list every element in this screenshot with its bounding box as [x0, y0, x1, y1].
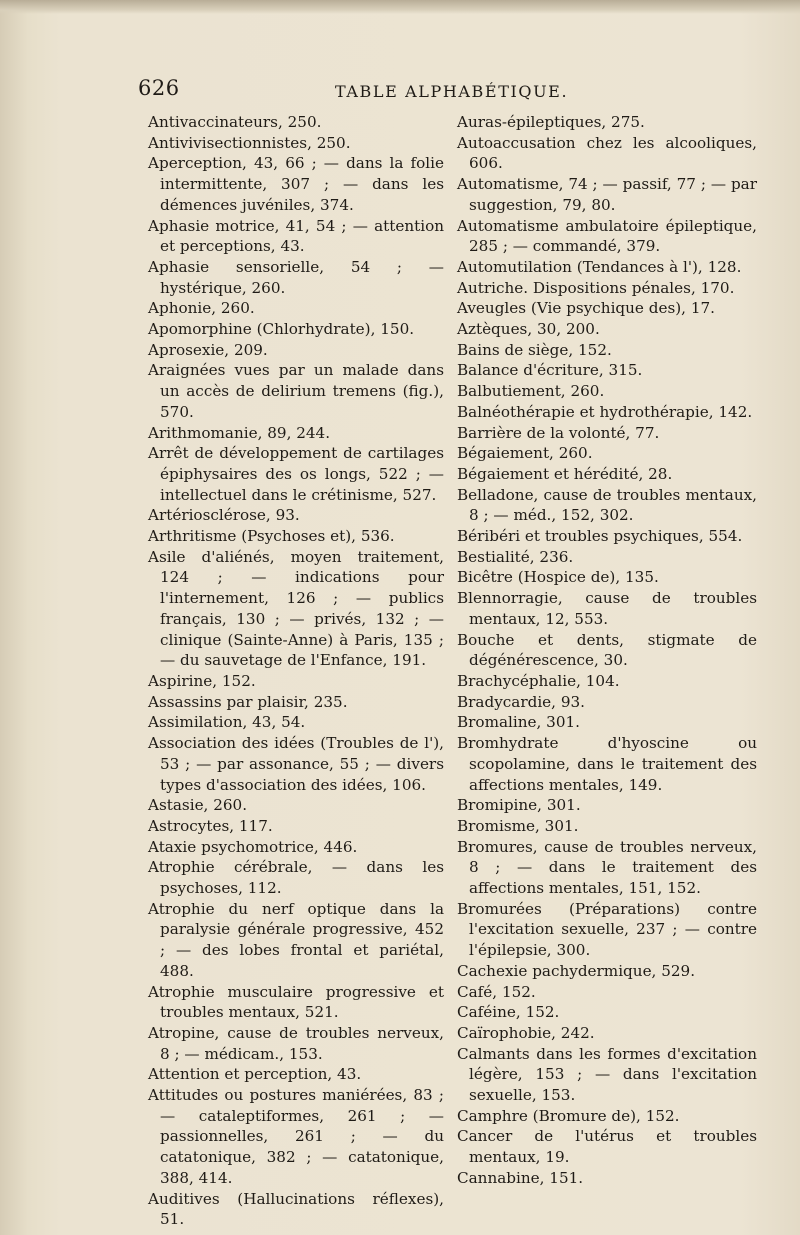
index-entry: Aphasie sensorielle, 54 ; — hystérique, 260.: [148, 257, 444, 297]
index-entry: Ataxie psychomotrice, 446.: [148, 837, 358, 856]
index-entry: Astrocytes, 117.: [148, 816, 273, 835]
index-entry: Attention et perception, 43.: [148, 1065, 362, 1084]
index-entry: Atropine, cause de troubles nerveux, 8 ; — médicam., 153.: [148, 1023, 444, 1063]
index-entry: Assassins par plaisir, 235.: [148, 692, 348, 711]
index-entry: Café, 152.: [457, 982, 536, 1001]
index-entry: Brachycéphalie, 104.: [457, 671, 620, 690]
index-entry: Aprosexie, 209.: [148, 340, 268, 359]
index-entry: Astasie, 260.: [148, 796, 248, 815]
index-entry: Antivaccinateurs, 250.: [148, 113, 322, 131]
index-entry: Calmants dans les formes d'excitation légère, 153 ; — dans l'excitation sexuelle, 153.: [457, 1044, 757, 1105]
page-number: 626: [138, 76, 180, 100]
index-entry: Bromhydrate d'hyoscine ou scopolamine, dans le traitement des affections mentales, 149.: [457, 734, 757, 794]
index-entry: Autoaccusation chez les alcooliques, 606.: [457, 133, 757, 173]
index-entry: Cannabine, 151.: [457, 1168, 584, 1187]
index-entry: Aspirine, 152.: [148, 671, 256, 690]
index-entry: Blennorragie, cause de troubles mentaux, 12, 553.: [457, 589, 757, 628]
index-entry: Bromures, cause de troubles nerveux, 8 ; — dans le traitement des affections mentales, 151, 152.: [457, 837, 757, 898]
index-entry: Atrophie cérébrale, — dans les psychoses, 112.: [148, 858, 444, 898]
index-entry: Bromurées (Préparations) contre l'excitation sexuelle, 237 ; — contre l'épilepsie, 300.: [457, 899, 757, 960]
index-entry: Arrêt de développement de cartilages épiphysaires des os longs, 522 ; — intellectuel dans le crétinisme, 527.: [148, 444, 444, 504]
index-entry: Bestialité, 236.: [457, 547, 574, 566]
index-entry: Caïrophobie, 242.: [457, 1023, 595, 1042]
index-entry: Atrophie musculaire progressive et troubles mentaux, 521.: [148, 982, 444, 1022]
index-entry: Automatisme ambulatoire épileptique, 285 ; — commandé, 379.: [457, 216, 757, 256]
index-entry: Balance d'écriture, 315.: [457, 361, 643, 380]
index-entry: Bromisme, 301.: [457, 816, 579, 835]
index-entry: Automatisme, 74 ; — passif, 77 ; — par suggestion, 79, 80.: [457, 175, 757, 214]
index-entry: Arithmomanie, 89, 244.: [148, 423, 331, 442]
index-entry: Bégaiement et hérédité, 28.: [457, 464, 673, 483]
index-entry: Caféine, 152.: [457, 1003, 560, 1022]
index-column-left: [148, 112, 444, 1230]
index-entry: Bégaiement, 260.: [457, 444, 593, 463]
index-entry: Attitudes ou postures maniérées, 83 ; — cataleptiformes, 261 ; — passionnelles, 261 ; — du catatonique, 382 ; — catatonique, 388, 414.: [148, 1086, 444, 1187]
index-entry: Bradycardie, 93.: [457, 692, 585, 711]
index-entry: Assimilation, 43, 54.: [148, 713, 306, 732]
index-entry: Apomorphine (Chlorhydrate), 150.: [148, 320, 415, 339]
index-entry: Auditives (Hallucinations réflexes), 51.: [148, 1189, 444, 1229]
index-column-right: [457, 112, 757, 1189]
index-entry: Cachexie pachydermique, 529.: [457, 961, 696, 980]
page-top-edge: [0, 0, 800, 14]
index-entry: Asile d'aliénés, moyen traitement, 124 ; — indications pour l'internement, 126 ; — publics français, 130 ; — privés, 132 ; — clinique (Sainte-Anne) à Paris, 135 ; — du sauvetage de l'Enfance, 191.: [148, 547, 444, 670]
page-header: [138, 76, 738, 106]
index-entry: Antivivisectionnistes, 250.: [148, 133, 351, 152]
index-entry: Bromipine, 301.: [457, 796, 581, 815]
index-entry: Artériosclérose, 93.: [148, 506, 300, 525]
index-entry: Bouche et dents, stigmate de dégénérescence, 30.: [457, 630, 757, 670]
index-entry: Association des idées (Troubles de l'), 53 ; — par assonance, 55 ; — divers types d'association des idées, 106.: [148, 734, 444, 794]
index-entry: Balbutiement, 260.: [457, 382, 605, 401]
index-entry: Aveugles (Vie psychique des), 17.: [457, 299, 715, 318]
index-entry: Bromaline, 301.: [457, 713, 580, 732]
index-entry: Aphonie, 260.: [148, 299, 255, 318]
index-entry: Béribéri et troubles psychiques, 554.: [457, 527, 743, 546]
index-entry: Atrophie du nerf optique dans la paralysie générale progressive, 452 ; — des lobes frontal et pariétal, 488.: [148, 899, 444, 980]
running-title: TABLE ALPHABÉTIQUE.: [335, 82, 569, 101]
index-entry: Cancer de l'utérus et troubles mentaux, 19.: [457, 1127, 757, 1167]
index-entry: Bicêtre (Hospice de), 135.: [457, 568, 659, 587]
index-entry: Barrière de la volonté, 77.: [457, 423, 660, 442]
index-entry: Auras-épileptiques, 275.: [457, 113, 645, 131]
index-entry: Balnéothérapie et hydrothérapie, 142.: [457, 402, 753, 421]
index-entry: Aperception, 43, 66 ; — dans la folie intermittente, 307 ; — dans les démences juvéniles, 374.: [148, 154, 444, 214]
index-entry: Camphre (Bromure de), 152.: [457, 1106, 680, 1125]
index-entry: Arthritisme (Psychoses et), 536.: [148, 527, 395, 546]
index-entry: Aztèques, 30, 200.: [457, 320, 600, 339]
index-entry: Belladone, cause de troubles mentaux, 8 ; — méd., 152, 302.: [457, 485, 757, 525]
index-entry: Automutilation (Tendances à l'), 128.: [457, 257, 742, 276]
index-entry: Aphasie motrice, 41, 54 ; — attention et perceptions, 43.: [148, 216, 444, 256]
index-entry: Araignées vues par un malade dans un accès de delirium tremens (fig.), 570.: [148, 361, 444, 421]
index-entry: Autriche. Dispositions pénales, 170.: [457, 278, 735, 297]
index-entry: Bains de siège, 152.: [457, 340, 612, 359]
